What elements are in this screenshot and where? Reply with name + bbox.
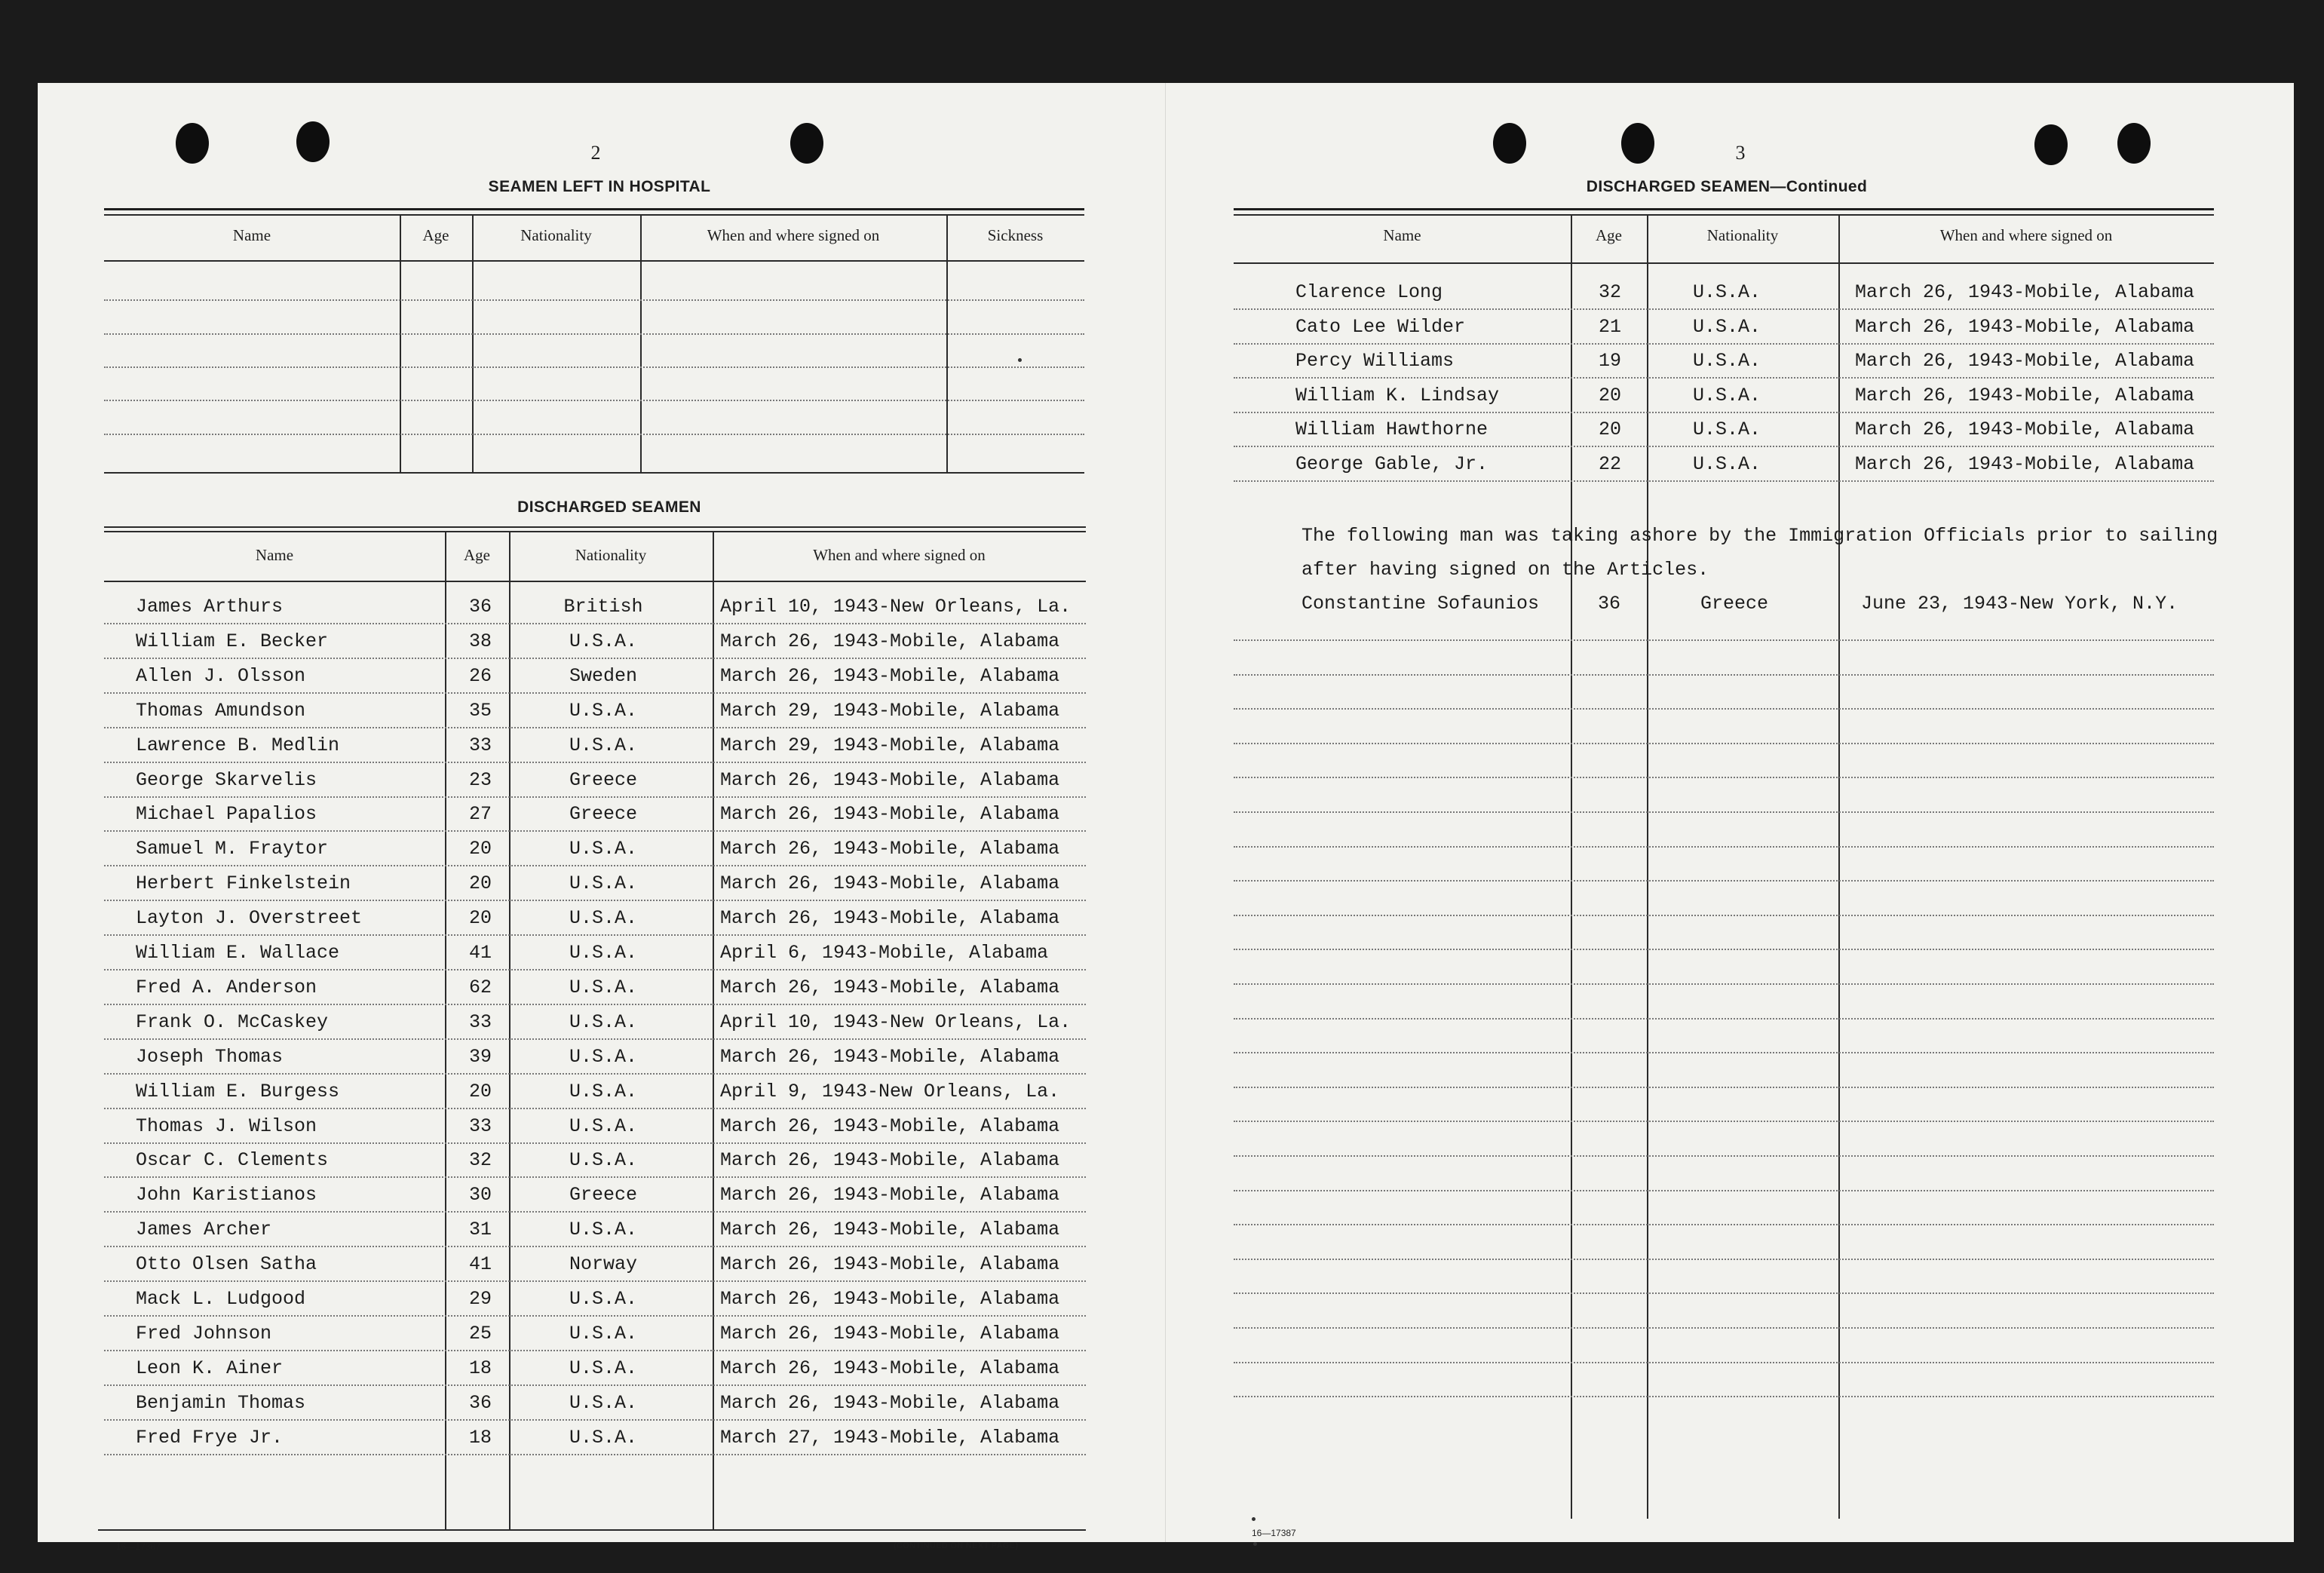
row-rule	[104, 1315, 1086, 1317]
row-age: 30	[468, 1184, 492, 1206]
row-signed-on: March 26, 1943-Mobile, Alabama	[720, 665, 1060, 687]
discharged-header-name: Name	[255, 546, 294, 564]
row-age: 20	[468, 1081, 492, 1102]
row-age: 41	[468, 942, 492, 964]
center-fold	[1165, 83, 1166, 1542]
row-nationality: U.S.A.	[569, 734, 638, 756]
row-signed-on: March 26, 1943-Mobile, Alabama	[720, 803, 1060, 825]
row-age: 36	[468, 596, 492, 618]
binder-hole	[1621, 123, 1654, 164]
row-age: 32	[468, 1149, 492, 1171]
row-rule	[104, 969, 1086, 970]
row-age: 33	[468, 1011, 492, 1033]
row-name: James Arthurs	[136, 596, 284, 618]
blank-rule	[1234, 880, 2214, 882]
discharged-section-title: DISCHARGED SEAMEN	[517, 498, 701, 516]
binder-hole	[296, 121, 330, 162]
row-name: Joseph Thomas	[136, 1046, 284, 1068]
row-rule	[1234, 343, 2214, 345]
row-signed-on: March 26, 1943-Mobile, Alabama	[1855, 419, 2195, 440]
row-name: John Karistianos	[136, 1184, 317, 1206]
blank-rule	[1234, 1121, 2214, 1122]
row-nationality: U.S.A.	[569, 1115, 638, 1137]
row-name: William E. Becker	[136, 630, 329, 652]
row-rule	[104, 623, 1086, 624]
row-age: 18	[468, 1357, 492, 1379]
blank-rule	[1234, 1052, 2214, 1053]
row-name: Allen J. Olsson	[136, 665, 306, 687]
hospital-header-signed-on: When and where signed on	[707, 226, 880, 244]
blank-rule	[1234, 1259, 2214, 1260]
blank-rule	[1234, 1087, 2214, 1088]
page-number-right: 3	[1735, 142, 1746, 164]
row-signed-on: March 26, 1943-Mobile, Alabama	[720, 1115, 1060, 1137]
discharged-header-signed-on: When and where signed on	[813, 546, 986, 564]
row-rule	[104, 692, 1086, 694]
blank-rule	[1234, 1018, 2214, 1020]
row-age: 19	[1598, 350, 1622, 372]
row-age: 18	[468, 1427, 492, 1449]
row-age: 33	[468, 1115, 492, 1137]
row-rule	[104, 1454, 1086, 1455]
row-rule	[104, 1038, 1086, 1040]
row-name: Benjamin Thomas	[136, 1392, 306, 1414]
row-rule	[104, 1108, 1086, 1109]
row-age: 36	[468, 1392, 492, 1414]
row-rule	[104, 830, 1086, 832]
row-name: Fred A. Anderson	[136, 977, 317, 998]
hospital-header-sickness: Sickness	[987, 226, 1044, 244]
row-name: Frank O. McCaskey	[136, 1011, 329, 1033]
note-nationality: Greece	[1700, 593, 1769, 615]
row-name: William Hawthorne	[1295, 419, 1489, 440]
row-name: William K. Lindsay	[1295, 385, 1500, 406]
row-name: Fred Frye Jr.	[136, 1427, 284, 1449]
row-nationality: Sweden	[569, 665, 638, 687]
row-age: 62	[468, 977, 492, 998]
row-nationality: Greece	[569, 803, 638, 825]
row-age: 25	[468, 1323, 492, 1345]
continued-note: (CONTINUED ON NEXT PAGE)	[894, 1541, 1019, 1550]
row-nationality: U.S.A.	[569, 942, 638, 964]
row-nationality: U.S.A.	[1692, 281, 1761, 303]
row-nationality: U.S.A.	[569, 872, 638, 894]
row-signed-on: March 26, 1943-Mobile, Alabama	[720, 1184, 1060, 1206]
row-age: 32	[1598, 281, 1622, 303]
row-signed-on: April 9, 1943-New Orleans, La.	[720, 1081, 1060, 1102]
row-age: 20	[468, 872, 492, 894]
row-rule	[104, 1246, 1086, 1247]
row-name: Otto Olsen Satha	[136, 1253, 317, 1275]
row-signed-on: March 26, 1943-Mobile, Alabama	[1855, 385, 2195, 406]
discharged-header-nationality: Nationality	[575, 546, 647, 564]
discharged-header-age: Age	[464, 546, 490, 564]
binder-hole	[2034, 124, 2068, 165]
row-rule	[104, 796, 1086, 798]
row-age: 31	[468, 1219, 492, 1240]
row-name: Fred Johnson	[136, 1323, 272, 1345]
row-signed-on: April 10, 1943-New Orleans, La.	[720, 1011, 1072, 1033]
row-nationality: U.S.A.	[569, 700, 638, 722]
blank-rule	[1234, 674, 2214, 676]
row-age: 35	[468, 700, 492, 722]
row-nationality: Norway	[569, 1253, 638, 1275]
blank-rule	[1234, 777, 2214, 778]
row-nationality: Greece	[569, 1184, 638, 1206]
row-nationality: U.S.A.	[569, 1046, 638, 1068]
hospital-header-name: Name	[232, 226, 271, 244]
row-rule	[104, 1350, 1086, 1351]
blank-rule	[1234, 983, 2214, 985]
row-nationality: U.S.A.	[569, 977, 638, 998]
document-sheet	[38, 83, 2294, 1552]
row-signed-on: March 26, 1943-Mobile, Alabama	[720, 1149, 1060, 1171]
row-name: Percy Williams	[1295, 350, 1455, 372]
row-name: George Gable, Jr.	[1295, 453, 1489, 475]
row-age: 20	[468, 907, 492, 929]
row-age: 39	[468, 1046, 492, 1068]
binder-hole	[790, 123, 823, 164]
row-nationality: U.S.A.	[569, 1427, 638, 1449]
hospital-header-age: Age	[422, 226, 449, 244]
row-age: 38	[468, 630, 492, 652]
row-rule	[104, 1211, 1086, 1213]
row-name: Thomas J. Wilson	[136, 1115, 317, 1137]
row-age: 27	[468, 803, 492, 825]
immigration-note-line2: after having signed on the Articles.	[1302, 559, 1709, 581]
row-signed-on: March 27, 1943-Mobile, Alabama	[720, 1427, 1060, 1449]
binder-hole	[1493, 123, 1526, 164]
paper-mark	[1018, 358, 1022, 362]
note-name: Constantine Sofaunios	[1302, 593, 1540, 615]
form-number-right: 16—17387	[1252, 1528, 1296, 1538]
row-age: 20	[468, 838, 492, 860]
row-name: George Skarvelis	[136, 769, 317, 791]
row-rule	[1234, 412, 2214, 413]
row-age: 41	[468, 1253, 492, 1275]
row-nationality: U.S.A.	[569, 1357, 638, 1379]
row-signed-on: March 26, 1943-Mobile, Alabama	[720, 1323, 1060, 1345]
note-age: 36	[1597, 593, 1621, 615]
row-rule	[104, 1142, 1086, 1144]
row-nationality: British	[563, 596, 643, 618]
row-rule	[104, 1176, 1086, 1178]
row-nationality: U.S.A.	[569, 1288, 638, 1310]
row-name: Samuel M. Fraytor	[136, 838, 329, 860]
row-signed-on: March 26, 1943-Mobile, Alabama	[1855, 350, 2195, 372]
blank-rule	[1234, 949, 2214, 950]
row-signed-on: March 26, 1943-Mobile, Alabama	[720, 977, 1060, 998]
discharged-continued-title: DISCHARGED SEAMEN—Continued	[1586, 178, 1868, 195]
row-signed-on: March 26, 1943-Mobile, Alabama	[720, 872, 1060, 894]
row-nationality: U.S.A.	[569, 1323, 638, 1345]
blank-rule	[1234, 1224, 2214, 1225]
row-rule	[104, 1073, 1086, 1075]
row-nationality: U.S.A.	[569, 1149, 638, 1171]
row-rule	[104, 1004, 1086, 1005]
row-name: Thomas Amundson	[136, 700, 306, 722]
row-nationality: U.S.A.	[569, 1392, 638, 1414]
row-name: William E. Wallace	[136, 942, 340, 964]
row-nationality: U.S.A.	[569, 1011, 638, 1033]
row-name: Herbert Finkelstein	[136, 872, 351, 894]
row-nationality: U.S.A.	[569, 630, 638, 652]
hospital-section-title: SEAMEN LEFT IN HOSPITAL	[488, 178, 711, 195]
right-header-signed-on: When and where signed on	[1939, 226, 2113, 244]
form-number-left: 16—17387	[116, 1541, 161, 1552]
row-name: William E. Burgess	[136, 1081, 340, 1102]
row-age: 23	[468, 769, 492, 791]
row-name: Cato Lee Wilder	[1295, 316, 1466, 338]
row-rule	[1234, 480, 2214, 482]
right-header-nationality: Nationality	[1706, 226, 1779, 244]
row-rule	[104, 1280, 1086, 1282]
blank-rule	[1234, 1155, 2214, 1157]
row-nationality: U.S.A.	[569, 838, 638, 860]
row-signed-on: March 26, 1943-Mobile, Alabama	[1855, 453, 2195, 475]
row-rule	[104, 658, 1086, 659]
row-signed-on: March 26, 1943-Mobile, Alabama	[1855, 316, 2195, 338]
blank-rule	[1234, 1190, 2214, 1191]
right-header-name: Name	[1383, 226, 1421, 244]
row-signed-on: March 26, 1943-Mobile, Alabama	[720, 1046, 1060, 1068]
row-signed-on: March 26, 1943-Mobile, Alabama	[720, 769, 1060, 791]
row-signed-on: March 26, 1943-Mobile, Alabama	[720, 1357, 1060, 1379]
blank-rule	[1234, 1292, 2214, 1294]
row-name: Layton J. Overstreet	[136, 907, 363, 929]
blank-rule	[1234, 743, 2214, 744]
row-signed-on: March 26, 1943-Mobile, Alabama	[720, 1253, 1060, 1275]
row-signed-on: April 6, 1943-Mobile, Alabama	[720, 942, 1049, 964]
blank-rule	[1234, 708, 2214, 710]
row-nationality: U.S.A.	[1692, 385, 1761, 406]
hospital-header-nationality: Nationality	[520, 226, 592, 244]
row-age: 21	[1598, 316, 1622, 338]
note-signed-on: June 23, 1943-New York, N.Y.	[1861, 593, 2178, 615]
binder-hole	[2117, 123, 2151, 164]
row-name: Michael Papalios	[136, 803, 317, 825]
row-nationality: U.S.A.	[1692, 350, 1761, 372]
blank-rule	[1234, 1327, 2214, 1329]
row-rule	[1234, 446, 2214, 447]
row-name: Clarence Long	[1295, 281, 1443, 303]
row-nationality: U.S.A.	[1692, 453, 1761, 475]
blank-rule	[1234, 811, 2214, 813]
row-nationality: U.S.A.	[569, 907, 638, 929]
row-nationality: U.S.A.	[1692, 316, 1761, 338]
paper-mark	[1253, 1542, 1257, 1546]
row-rule	[104, 934, 1086, 936]
row-signed-on: March 29, 1943-Mobile, Alabama	[720, 700, 1060, 722]
row-signed-on: March 26, 1943-Mobile, Alabama	[720, 1288, 1060, 1310]
row-signed-on: March 26, 1943-Mobile, Alabama	[720, 907, 1060, 929]
blank-rule	[1234, 1362, 2214, 1363]
binder-hole	[176, 123, 209, 164]
row-name: Lawrence B. Medlin	[136, 734, 340, 756]
row-age: 29	[468, 1288, 492, 1310]
row-name: Oscar C. Clements	[136, 1149, 329, 1171]
row-rule	[104, 727, 1086, 728]
immigration-note-line1: The following man was taking ashore by the Immigration Officials prior to sailing	[1302, 525, 2218, 547]
row-rule	[104, 900, 1086, 901]
blank-rule	[1234, 1396, 2214, 1397]
row-signed-on: March 26, 1943-Mobile, Alabama	[720, 630, 1060, 652]
blank-rule	[1234, 639, 2214, 641]
row-nationality: Greece	[569, 769, 638, 791]
row-rule	[1234, 308, 2214, 310]
row-age: 33	[468, 734, 492, 756]
row-rule	[104, 865, 1086, 866]
row-nationality: U.S.A.	[1692, 419, 1761, 440]
row-nationality: U.S.A.	[569, 1081, 638, 1102]
row-rule	[104, 1419, 1086, 1421]
row-nationality: U.S.A.	[569, 1219, 638, 1240]
row-rule	[104, 762, 1086, 763]
row-age: 20	[1598, 385, 1622, 406]
right-header-age: Age	[1596, 226, 1622, 244]
row-signed-on: March 29, 1943-Mobile, Alabama	[720, 734, 1060, 756]
row-rule	[1234, 377, 2214, 379]
row-age: 26	[468, 665, 492, 687]
row-signed-on: March 26, 1943-Mobile, Alabama	[720, 1219, 1060, 1240]
row-age: 20	[1598, 419, 1622, 440]
row-rule	[104, 1384, 1086, 1386]
row-signed-on: March 26, 1943-Mobile, Alabama	[1855, 281, 2195, 303]
paper-mark	[1252, 1517, 1256, 1521]
blank-rule	[1234, 915, 2214, 916]
row-name: Leon K. Ainer	[136, 1357, 284, 1379]
row-signed-on: March 26, 1943-Mobile, Alabama	[720, 838, 1060, 860]
row-signed-on: April 10, 1943-New Orleans, La.	[720, 596, 1072, 618]
row-name: Mack L. Ludgood	[136, 1288, 306, 1310]
page-number-left: 2	[590, 142, 601, 164]
blank-rule	[1234, 846, 2214, 848]
row-name: James Archer	[136, 1219, 272, 1240]
row-age: 22	[1598, 453, 1622, 475]
row-signed-on: March 26, 1943-Mobile, Alabama	[720, 1392, 1060, 1414]
